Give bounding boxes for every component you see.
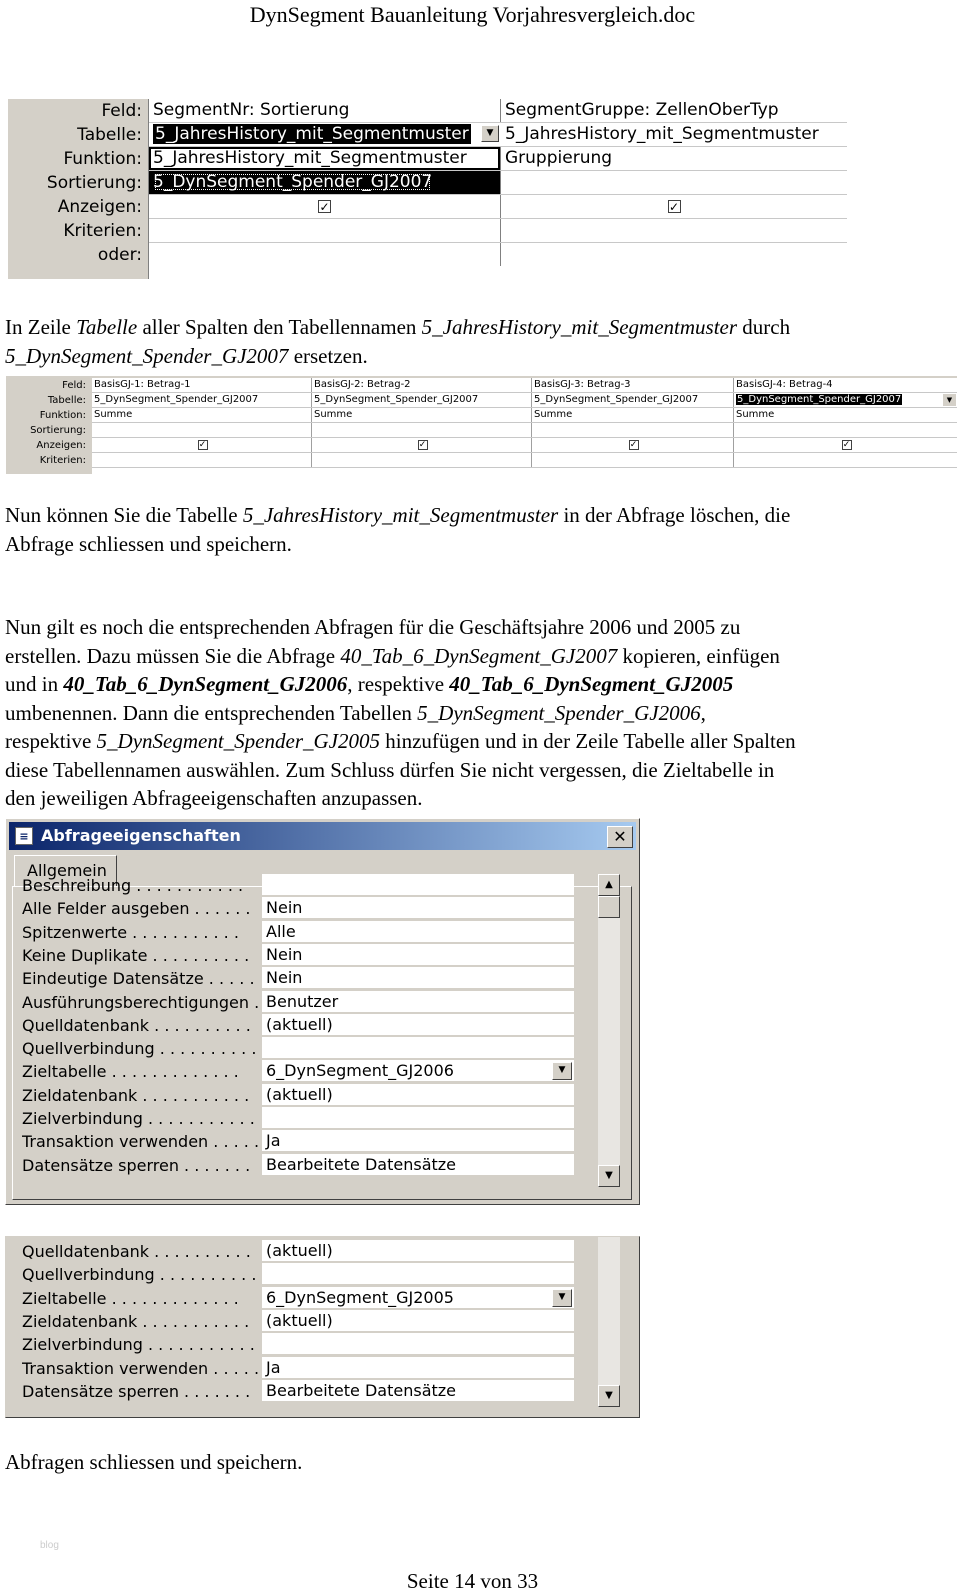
grid1-cell-anzeigen-2 bbox=[501, 195, 847, 218]
property-value-field[interactable]: Nein bbox=[262, 897, 574, 919]
grid1-cell-anzeigen-1 bbox=[149, 195, 501, 218]
grid2-label-feld: Feld: bbox=[62, 380, 86, 391]
grid1-row-anzeigen bbox=[149, 195, 847, 219]
grid1-label-feld: Feld: bbox=[101, 101, 142, 121]
grid1-label-funktion: Funktion: bbox=[63, 149, 142, 169]
para3-line-1: Nun gilt es noch die entsprechenden Abfragen für die Geschäftsjahre 2006 und 2005 zu bbox=[5, 615, 741, 639]
grid2-cell-funktion-2[interactable]: Summe bbox=[312, 408, 532, 422]
grid1-cell-tabelle-1-text: 5_JahresHistory_mit_Segmentmuster bbox=[155, 124, 469, 144]
para3-line-3-bold-1: 40_Tab_6_DynSegment_GJ2006 bbox=[63, 672, 348, 696]
properties-icon: ≡ bbox=[15, 827, 33, 845]
para1-text-1: In Zeile bbox=[5, 315, 77, 339]
para2-text-2: in der Abfrage löschen, die bbox=[558, 503, 791, 527]
grid1-anzeigen-checkbox-1[interactable]: ✓ bbox=[319, 200, 330, 214]
grid2-row-anzeigen bbox=[92, 438, 957, 453]
property-value-field[interactable]: Bearbeitete Datensätze bbox=[262, 1154, 574, 1176]
para3-line-3c: , respektive bbox=[347, 672, 450, 696]
property-label: Datensätze sperren . . . . . . . bbox=[22, 1155, 251, 1175]
property-label: Zieldatenbank . . . . . . . . . . . bbox=[22, 1085, 250, 1105]
tab-allgemein[interactable]: Allgemein bbox=[14, 855, 117, 887]
property2-label: Quelldatenbank . . . . . . . . . . bbox=[22, 1242, 251, 1261]
grid1-label-tabelle: Tabelle: bbox=[77, 125, 142, 145]
grid2-row-funktion bbox=[92, 408, 957, 423]
grid2-cell-anzeigen-2 bbox=[312, 438, 532, 452]
dialog-title: Abfrageeigenschaften bbox=[41, 826, 241, 845]
grid2-row-feld bbox=[92, 378, 957, 393]
para2-text-3: Abfrage schliessen und speichern. bbox=[5, 531, 292, 556]
grid2-label-anzeigen: Anzeigen: bbox=[36, 440, 86, 451]
property2-row bbox=[22, 1333, 574, 1356]
grid2-cell-funktion-1[interactable]: Summe bbox=[92, 408, 312, 422]
property-label: Alle Felder ausgeben . . . . . . bbox=[22, 899, 251, 919]
grid1-label-oder: oder: bbox=[97, 245, 142, 265]
para3-line-4b: , bbox=[700, 700, 706, 725]
grid2-cell-kriterien-3[interactable] bbox=[532, 453, 734, 467]
para2-text-1: Nun können Sie die Tabelle bbox=[5, 503, 243, 527]
grid2-row-tabelle bbox=[92, 393, 957, 408]
property-label: Ausführungsberechtigungen . bbox=[22, 992, 260, 1012]
grid1-cell-funktion-2[interactable]: Gruppierung bbox=[505, 148, 613, 168]
grid2-cell-funktion-4[interactable]: Summe bbox=[736, 409, 775, 420]
grid2-cell-anzeigen-4 bbox=[734, 438, 957, 452]
paragraph-tabelle-loeschen bbox=[5, 501, 945, 558]
property-row bbox=[22, 1037, 574, 1060]
para3-line-3a: und in bbox=[5, 672, 64, 696]
property-value-field[interactable]: (aktuell) bbox=[262, 1014, 574, 1036]
property-label: Eindeutige Datensätze . . . . . bbox=[22, 969, 255, 989]
property-value-field[interactable]: Ja bbox=[262, 1130, 574, 1152]
grid1-cell-tabelle-1[interactable] bbox=[149, 123, 481, 146]
scroll-down-button-2[interactable]: ▼ bbox=[598, 1385, 620, 1407]
property-row bbox=[22, 991, 574, 1014]
grid1-dropdown-option-2[interactable] bbox=[149, 171, 501, 194]
grid1-label-sortierung: Sortierung: bbox=[46, 173, 142, 193]
property2-label: Zieltabelle . . . . . . . . . . . . . bbox=[22, 1288, 239, 1308]
property2-value-field[interactable] bbox=[262, 1333, 574, 1355]
property-row bbox=[22, 1060, 574, 1083]
grid2-cell-kriterien-2[interactable] bbox=[312, 453, 532, 467]
grid1-cell-kriterien-2[interactable] bbox=[501, 219, 847, 242]
para3-line-7: den jeweiligen Abfrageeigenschaften anzupassen. bbox=[5, 786, 423, 810]
para1-italic-tabelle: Tabelle bbox=[76, 315, 138, 339]
grid1-cell-kriterien-1[interactable] bbox=[149, 219, 501, 242]
para3-line-3-bold-2: 40_Tab_6_DynSegment_GJ2005 bbox=[449, 672, 734, 696]
grid1-cell-oder-1[interactable] bbox=[149, 243, 501, 266]
para1-italic-table-old: 5_JahresHistory_mit_Segmentmuster bbox=[421, 315, 738, 339]
property-label: Quelldatenbank . . . . . . . . . . bbox=[22, 1015, 251, 1035]
grid1-cells bbox=[148, 99, 847, 279]
property2-row bbox=[22, 1357, 574, 1380]
property-value-field[interactable]: Alle bbox=[262, 921, 574, 943]
grid1-dropdown-option-2-text: 5_DynSegment_Spender_GJ2007 bbox=[153, 172, 433, 192]
para1-text-4: ersetzen. bbox=[288, 343, 368, 368]
grid2-cell-funktion-3[interactable]: Summe bbox=[532, 408, 734, 422]
scroll-thumb[interactable] bbox=[598, 896, 620, 918]
property-value-field[interactable]: 6_DynSegment_GJ2006 ▼ bbox=[262, 1060, 574, 1082]
paragraph-tabelle-ersetzen bbox=[5, 313, 945, 370]
property2-value-field[interactable]: Ja bbox=[262, 1357, 574, 1379]
property-row bbox=[22, 1107, 574, 1130]
grid1-cell-tabelle-2[interactable]: 5_JahresHistory_mit_Segmentmuster bbox=[505, 124, 819, 144]
property-row bbox=[22, 897, 574, 920]
grid1-row-funktion bbox=[149, 147, 847, 171]
property2-row bbox=[22, 1287, 574, 1310]
grid2-label-tabelle: Tabelle: bbox=[47, 395, 86, 406]
property2-value-field[interactable]: (aktuell) bbox=[262, 1310, 574, 1332]
property-row bbox=[22, 1130, 574, 1153]
property-value-field[interactable] bbox=[262, 874, 574, 896]
grid2-cell-tabelle-4[interactable] bbox=[734, 393, 942, 407]
property-row bbox=[22, 1084, 574, 1107]
property-label: Transaktion verwenden . . . . . bbox=[22, 1132, 260, 1152]
grid2-anzeigen-checkbox-3[interactable]: ✓ bbox=[629, 440, 638, 450]
paragraph-abschluss: Abfragen schliessen und speichern. bbox=[5, 1450, 303, 1474]
paragraph-weitere-abfragen bbox=[5, 613, 945, 813]
grid2-cell-sortierung-2[interactable] bbox=[312, 423, 532, 437]
grid2-label-kriterien: Kriterien: bbox=[39, 455, 86, 466]
grid1-row-oder bbox=[149, 243, 847, 266]
grid2-cell-feld-2[interactable]: BasisGJ-2: Betrag-2 bbox=[312, 378, 532, 392]
property2-label: Zielverbindung . . . . . . . . . . . bbox=[22, 1335, 255, 1355]
property-row bbox=[22, 1014, 574, 1037]
property2-row bbox=[22, 1263, 574, 1286]
grid2-cell-anzeigen-3 bbox=[532, 438, 734, 452]
dialog-titlebar[interactable] bbox=[9, 822, 636, 850]
property2-row bbox=[22, 1380, 574, 1403]
property-row bbox=[22, 967, 574, 990]
para3-line-2a: erstellen. Dazu müssen Sie die Abfrage bbox=[5, 643, 341, 668]
property-label: Keine Duplikate . . . . . . . . . . bbox=[22, 945, 250, 965]
grid1-anzeigen-checkbox-2[interactable]: ✓ bbox=[668, 200, 680, 214]
grid1-dropdown-option-1[interactable]: 5_JahresHistory_mit_Segmentmuster bbox=[151, 149, 498, 168]
grid2-row-kriterien bbox=[92, 453, 957, 468]
property2-value-field[interactable] bbox=[262, 1263, 574, 1285]
grid2-cell-tabelle-1[interactable]: 5_DynSegment_Spender_GJ2007 bbox=[92, 393, 312, 407]
property2-value-field[interactable]: 6_DynSegment_GJ2005 ▼ bbox=[262, 1287, 574, 1309]
grid1-cell-feld-2[interactable]: SegmentGruppe: ZellenOberTyp bbox=[505, 100, 779, 120]
para3-line-5-italic: 5_DynSegment_Spender_GJ2005 bbox=[96, 729, 380, 753]
property-value-field[interactable]: Nein bbox=[262, 967, 574, 989]
query-design-grid-2 bbox=[6, 376, 957, 474]
grid1-label-kriterien: Kriterien: bbox=[63, 221, 142, 241]
para1-text-3: durch bbox=[737, 315, 791, 339]
para1-italic-table-new: 5_DynSegment_Spender_GJ2007 bbox=[5, 343, 289, 368]
scroll-down-button[interactable]: ▼ bbox=[598, 1165, 620, 1187]
grid2-cells bbox=[92, 378, 957, 474]
property-label: Beschreibung . . . . . . . . . . . bbox=[22, 876, 244, 895]
property2-row bbox=[22, 1310, 574, 1333]
grid1-cell-sortierung-2[interactable] bbox=[501, 171, 847, 194]
document-header-title: DynSegment Bauanleitung Vorjahresvergleich.doc bbox=[249, 2, 696, 27]
property-row bbox=[22, 874, 574, 897]
grid2-cell-tabelle-4-text: 5_DynSegment_Spender_GJ2007 bbox=[737, 394, 902, 405]
grid1-label-anzeigen: Anzeigen: bbox=[57, 197, 142, 217]
query-design-grid-1 bbox=[8, 99, 846, 279]
property2-label: Zieldatenbank . . . . . . . . . . . bbox=[22, 1311, 250, 1331]
watermark: blog bbox=[40, 1540, 59, 1551]
property-row bbox=[22, 921, 574, 944]
vertical-scrollbar[interactable] bbox=[598, 874, 620, 1187]
property2-label: Datensätze sperren . . . . . . . bbox=[22, 1381, 251, 1401]
property-value-field[interactable] bbox=[262, 1037, 574, 1059]
para3-line-5b: hinzufügen und in der Zeile Tabelle aller Spalten bbox=[379, 729, 796, 753]
para3-line-2-italic: 40_Tab_6_DynSegment_GJ2007 bbox=[340, 643, 618, 668]
close-button[interactable]: ✕ bbox=[607, 826, 633, 848]
property-value-field[interactable] bbox=[262, 1107, 574, 1129]
grid1-row-feld bbox=[149, 99, 847, 123]
property-label: Quellverbindung . . . . . . . . . . bbox=[22, 1039, 257, 1059]
para3-line-2b: kopieren, einfügen bbox=[617, 643, 780, 668]
query-properties-dialog bbox=[5, 818, 640, 1205]
grid1-cell-feld-1[interactable]: SegmentNr: Sortierung bbox=[149, 99, 501, 122]
para3-line-4a: umbenennen. Dann die entsprechenden Tabellen bbox=[5, 700, 418, 725]
grid2-anzeigen-checkbox-1[interactable]: ✓ bbox=[198, 440, 207, 450]
property-value-field[interactable]: Nein bbox=[262, 944, 574, 966]
grid1-row-labels bbox=[8, 99, 148, 267]
grid2-cell-kriterien-1[interactable] bbox=[92, 453, 312, 467]
page-footer: Seite 14 von 33 bbox=[406, 1569, 539, 1593]
grid1-row-kriterien bbox=[149, 219, 847, 243]
grid2-cell-feld-4[interactable]: BasisGJ-4: Betrag-4 bbox=[736, 379, 833, 390]
grid2-label-sortierung: Sortierung: bbox=[30, 425, 86, 436]
para3-line-5a: respektive bbox=[5, 729, 97, 753]
grid2-cell-kriterien-4[interactable] bbox=[734, 453, 957, 467]
grid2-anzeigen-checkbox-2[interactable]: ✓ bbox=[418, 440, 427, 450]
grid1-row-tabelle bbox=[149, 123, 847, 147]
grid2-cell-sortierung-1[interactable] bbox=[92, 423, 312, 437]
zieltabelle-dropdown-button[interactable]: ▼ bbox=[552, 1289, 572, 1307]
grid2-cell-tabelle-2[interactable]: 5_DynSegment_Spender_GJ2007 bbox=[312, 393, 532, 407]
grid2-tabelle-dropdown-button[interactable]: ▼ bbox=[943, 394, 956, 406]
grid1-cell-oder-2[interactable] bbox=[501, 243, 847, 266]
para1-text-2: aller Spalten den Tabellennamen bbox=[137, 315, 422, 339]
query-properties-panel-2 bbox=[5, 1236, 640, 1418]
grid1-row-sortierung bbox=[149, 171, 847, 195]
property2-label: Transaktion verwenden . . . . . bbox=[22, 1358, 260, 1378]
property-label: Zielverbindung . . . . . . . . . . . bbox=[22, 1109, 255, 1128]
para2-italic-table: 5_JahresHistory_mit_Segmentmuster bbox=[242, 503, 559, 527]
property-row bbox=[22, 1154, 574, 1177]
property-value-field[interactable]: Benutzer bbox=[262, 991, 574, 1013]
grid2-cell-sortierung-4[interactable] bbox=[734, 423, 957, 437]
property-value-field[interactable]: (aktuell) bbox=[262, 1084, 574, 1106]
grid2-cell-tabelle-3[interactable]: 5_DynSegment_Spender_GJ2007 bbox=[532, 393, 734, 407]
grid1-cell-funktion-1[interactable] bbox=[149, 147, 501, 170]
grid2-row-sortierung bbox=[92, 423, 957, 438]
property2-label: Quellverbindung . . . . . . . . . . bbox=[22, 1265, 257, 1285]
para3-line-4-italic: 5_DynSegment_Spender_GJ2006 bbox=[417, 700, 701, 725]
property2-value-field[interactable]: Bearbeitete Datensätze bbox=[262, 1380, 574, 1402]
grid2-cell-feld-1[interactable]: BasisGJ-1: Betrag-1 bbox=[92, 378, 312, 392]
grid2-cell-sortierung-3[interactable] bbox=[532, 423, 734, 437]
property2-value-field[interactable]: (aktuell) bbox=[262, 1240, 574, 1262]
property-label: Zieltabelle . . . . . . . . . . . . . bbox=[22, 1062, 239, 1082]
grid2-anzeigen-checkbox-4[interactable]: ✓ bbox=[842, 440, 851, 450]
grid2-cell-anzeigen-1 bbox=[92, 438, 312, 452]
para3-line-6: diese Tabellennamen auswählen. Zum Schluss dürfen Sie nicht vergessen, die Zieltabelle in bbox=[5, 757, 775, 782]
grid2-cell-feld-3[interactable]: BasisGJ-3: Betrag-3 bbox=[532, 378, 734, 392]
grid2-row-labels bbox=[6, 378, 90, 468]
property-row bbox=[22, 944, 574, 967]
vertical-scrollbar-2[interactable] bbox=[598, 1237, 620, 1407]
property2-row bbox=[22, 1240, 574, 1263]
scroll-up-button[interactable]: ▲ bbox=[598, 874, 620, 896]
grid2-label-funktion: Funktion: bbox=[39, 410, 86, 421]
property-label: Spitzenwerte . . . . . . . . . . . bbox=[22, 922, 239, 942]
grid1-tabelle-dropdown-button[interactable]: ▼ bbox=[481, 125, 499, 142]
zieltabelle-dropdown-button[interactable]: ▼ bbox=[552, 1062, 572, 1080]
